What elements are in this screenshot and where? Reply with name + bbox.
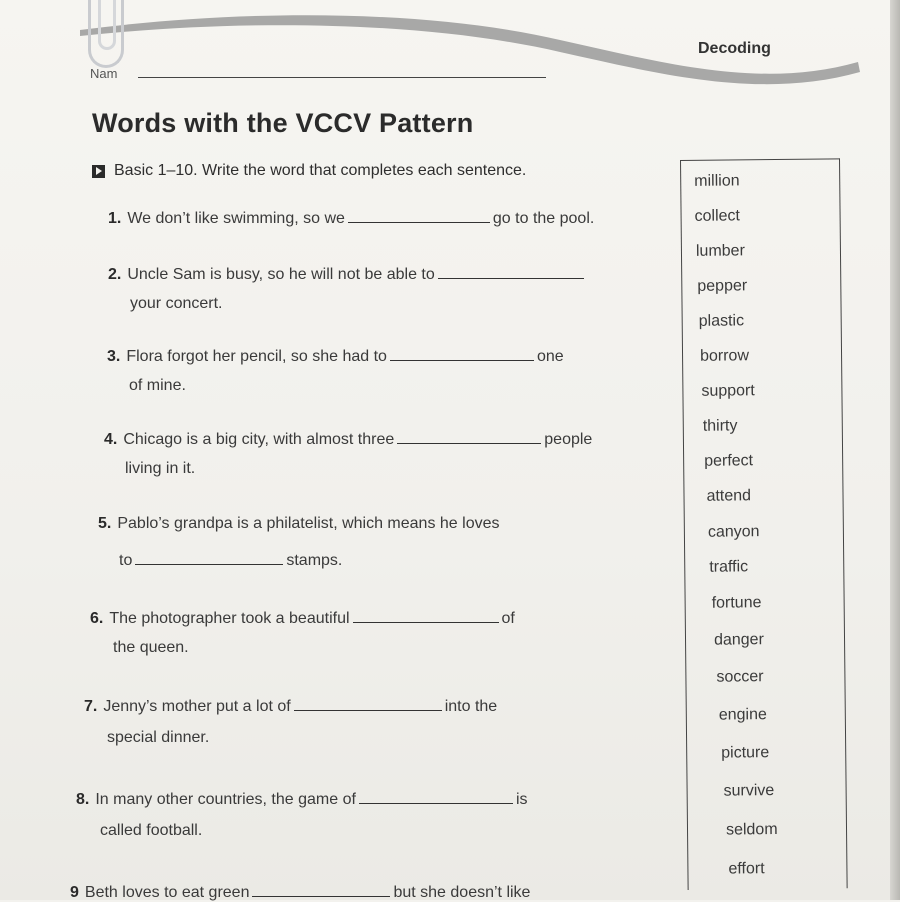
item-3-cont: of mine.: [129, 377, 186, 394]
word-bank: [680, 158, 848, 890]
word-bank-item: pepper: [697, 277, 748, 295]
item-1: 1. We don’t like swimming, so we go to the pool.: [108, 210, 595, 227]
item-2-cont: your concert.: [130, 295, 223, 312]
answer-blank-8[interactable]: [359, 802, 513, 804]
item-7-cont: special dinner.: [107, 729, 210, 746]
item-8: 8. In many other countries, the game of is: [76, 791, 528, 808]
item-3: 3. Flora forgot her pencil, so she had to one: [107, 348, 564, 365]
word-bank-item: engine: [718, 706, 767, 724]
word-bank-item: borrow: [699, 347, 750, 365]
word-bank-item: picture: [721, 744, 770, 762]
answer-blank-1[interactable]: [348, 221, 490, 223]
word-bank-item: fortune: [711, 594, 762, 612]
page-edge: [890, 0, 900, 900]
word-bank-item: effort: [728, 860, 765, 878]
name-label: Nam: [90, 66, 118, 81]
word-bank-item: perfect: [704, 452, 754, 470]
item-5-cont: to stamps.: [119, 552, 343, 569]
answer-blank-3[interactable]: [390, 359, 534, 361]
word-bank-item: collect: [694, 207, 741, 225]
item-7: 7. Jenny’s mother put a lot of into the: [84, 698, 498, 715]
section-label: Decoding: [698, 40, 771, 57]
word-bank-item: plastic: [698, 312, 745, 330]
paper-clip-inner: [98, 0, 116, 50]
answer-blank-6[interactable]: [353, 621, 499, 623]
word-bank-item: traffic: [709, 558, 749, 576]
item-6: 6. The photographer took a beautiful of: [90, 610, 515, 627]
answer-blank-2[interactable]: [438, 277, 584, 279]
word-bank-item: lumber: [695, 242, 745, 260]
name-line[interactable]: [138, 77, 546, 78]
word-bank-item: danger: [713, 631, 764, 649]
word-bank-item: million: [694, 172, 740, 190]
answer-blank-4[interactable]: [397, 442, 541, 444]
item-5: 5. Pablo’s grandpa is a philatelist, which means he loves: [98, 515, 500, 532]
item-8-cont: called football.: [100, 822, 203, 839]
word-bank-item: soccer: [716, 668, 764, 686]
word-bank-item: attend: [706, 487, 752, 505]
worksheet-title: Words with the VCCV Pattern: [92, 108, 474, 138]
arrow-icon: [92, 165, 105, 178]
item-6-cont: the queen.: [113, 639, 189, 656]
word-bank-item: thirty: [702, 417, 738, 435]
word-bank-item: support: [701, 382, 755, 400]
item-9: 9 Beth loves to eat green but she doesn’t like: [70, 884, 531, 901]
word-bank-item: survive: [723, 782, 775, 800]
answer-blank-7[interactable]: [294, 709, 442, 711]
answer-blank-5[interactable]: [135, 563, 283, 565]
answer-blank-9[interactable]: [252, 895, 390, 897]
instruction-text: Basic 1–10. Write the word that completes each sentence.: [114, 162, 527, 179]
word-bank-item: canyon: [707, 523, 760, 541]
item-4-cont: living in it.: [125, 460, 196, 477]
item-4: 4. Chicago is a big city, with almost three people: [104, 431, 593, 448]
instruction: [92, 162, 526, 180]
word-bank-item: seldom: [725, 821, 778, 839]
item-2: 2. Uncle Sam is busy, so he will not be able to: [108, 266, 587, 284]
